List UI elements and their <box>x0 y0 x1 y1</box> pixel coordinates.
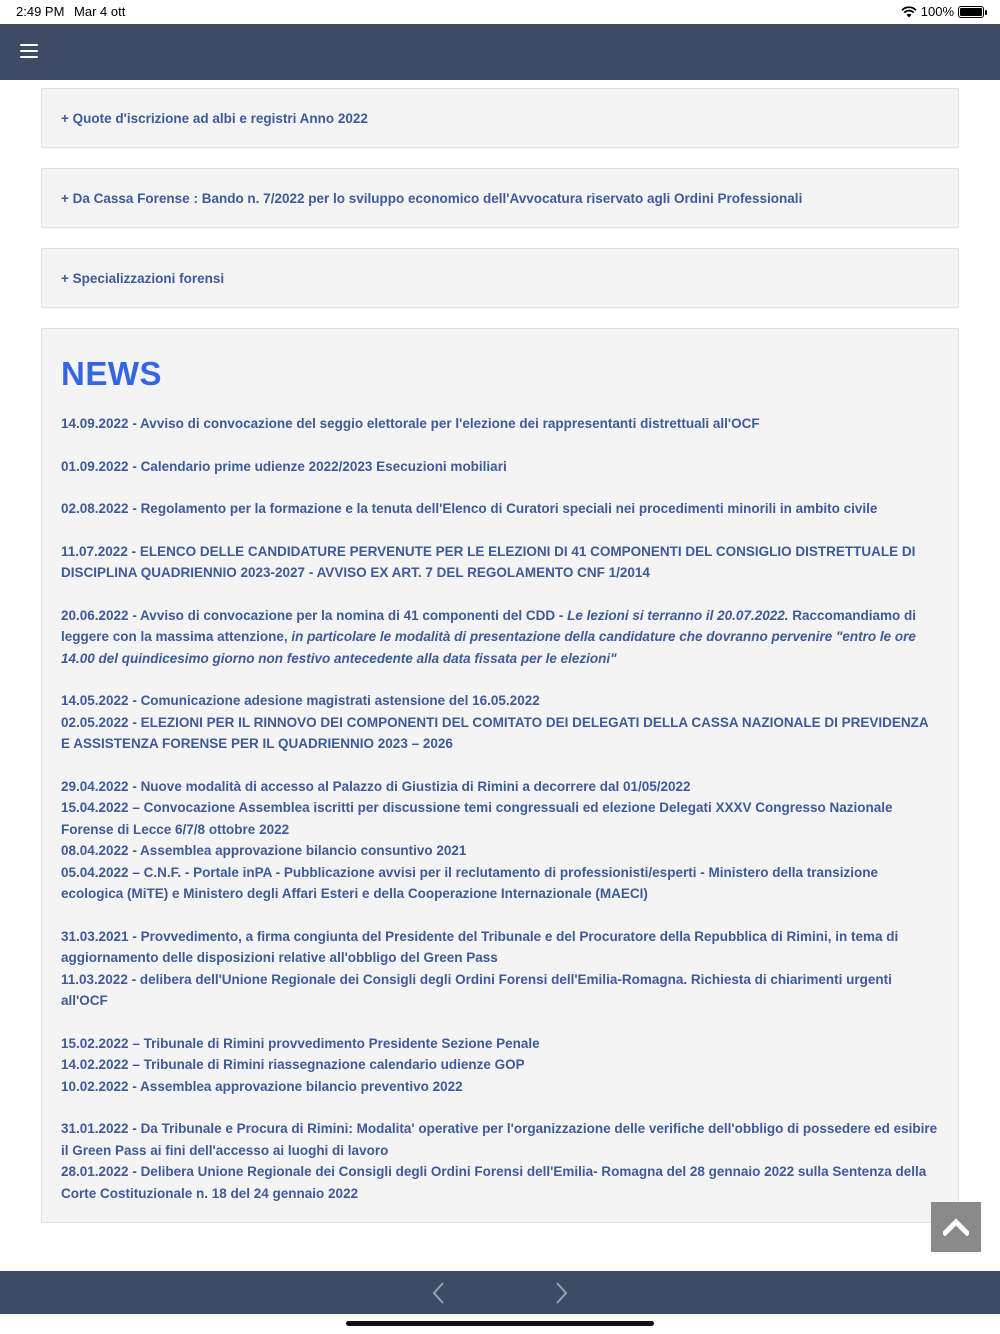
accordion-cassa-forense[interactable] <box>41 168 959 228</box>
news-group <box>61 926 939 1012</box>
news-group <box>61 413 939 435</box>
status-time: 2:49 PM <box>16 4 65 19</box>
news-text: 20.06.2022 - Avviso di convocazione per la nomina di 41 componenti del CDD - <box>61 607 568 623</box>
accordion-label[interactable]: + Quote d'iscrizione ad albi e registri Anno 2022 <box>61 110 368 126</box>
back-to-top-button[interactable] <box>931 1202 981 1252</box>
news-link[interactable]: 14.05.2022 - Comunicazione adesione magistrati astensione del 16.05.2022 <box>61 693 540 708</box>
news-link[interactable]: 15.02.2022 – Tribunale di Rimini provvedimento Presidente Sezione Penale <box>61 1035 540 1051</box>
news-group <box>61 541 939 584</box>
news-link[interactable]: 15.04.2022 – Convocazione Assemblea iscritti per discussione temi congressuali ed elezione Delegati XXXV Congresso Nazionale Forense di Lecce 6/7/8 ottobre 2022 <box>61 800 893 837</box>
news-heading: NEWS <box>61 355 162 392</box>
news-link[interactable]: 05.04.2022 – C.N.F. - Portale inPA - Pubblicazione avvisi per il reclutamento di professionisti/esperti - Ministero della transizione ecologica (MiTE) e Ministero degli Affari Esteri e della Cooperazione Internazionale (MAECI) <box>61 864 878 901</box>
news-link[interactable]: 01.09.2022 - Calendario prime udienze 2022/2023 Esecuzioni mobiliari <box>61 458 507 474</box>
news-text-italic: Le lezioni si terranno il 20.07.2022. <box>567 607 789 623</box>
news-group <box>61 690 939 755</box>
chevron-up-icon <box>943 1218 969 1236</box>
news-link[interactable]: 08.04.2022 - Assemblea approvazione bilancio consuntivo 2021 <box>61 843 467 858</box>
status-bar <box>0 0 1000 24</box>
news-group <box>61 1118 939 1204</box>
news-link[interactable]: 28.01.2022 - Delibera Unione Regionale dei Consigli degli Ordini Forensi dell'Emilia- Romagna del 28 gennaio 2022 sulla Sentenza della Corte Costituzionale n. 18 del 24 gennaio 2022 <box>61 1164 927 1201</box>
home-indicator-area <box>0 1314 1000 1334</box>
status-right <box>901 4 984 19</box>
news-link[interactable]: 11.07.2022 - ELENCO DELLE CANDIDATURE PERVENUTE PER LE ELEZIONI DI 41 COMPONENTI DEL CONSIGLIO DISTRETTUALE DI DISCIPLINA QUADRIENNIO 2023-2027 - AVVISO EX ART. 7 DEL REGOLAMENTO CNF 1/2014 <box>61 543 916 580</box>
news-group <box>61 605 939 670</box>
news-link[interactable]: 14.02.2022 – Tribunale di Rimini riassegnazione calendario udienze GOP <box>61 1057 525 1072</box>
news-link[interactable]: 02.08.2022 - Regolamento per la formazione e la tenuta dell'Elenco di Curatori speciali nei procedimenti minorili in ambito civile <box>61 501 878 516</box>
chevron-left-icon[interactable] <box>427 1280 451 1306</box>
news-group <box>61 456 939 478</box>
battery-percent: 100% <box>920 4 954 19</box>
news-link[interactable]: 11.03.2022 - delibera dell'Unione Regionale dei Consigli degli Ordini Forensi dell'Emilia-Romagna. Richiesta di chiarimenti urgenti all'OCF <box>61 971 892 1008</box>
hamburger-menu-icon[interactable] <box>20 44 38 58</box>
accordion-label[interactable]: + Specializzazioni forensi <box>61 270 225 286</box>
status-left <box>16 4 131 19</box>
accordion-specializzazioni[interactable] <box>41 248 959 308</box>
news-group <box>61 776 939 905</box>
wifi-icon <box>901 6 917 18</box>
news-group <box>61 498 939 520</box>
browser-bottom-bar <box>0 1271 1000 1314</box>
news-text: Raccomandiamo di leggere con la massima attenzione, <box>61 607 917 644</box>
news-link[interactable]: 14.09.2022 - Avviso di convocazione del seggio elettorale per l'elezione dei rappresentanti distrettuali all'OCF <box>61 416 760 431</box>
news-link[interactable]: 29.04.2022 - Nuove modalità di accesso al Palazzo di Giustizia di Rimini a decorrere dal 01/05/2022 <box>61 778 691 794</box>
top-navigation-bar <box>0 24 1000 80</box>
news-text-italic: in particolare le modalità di presentazione della candidature che dovranno pervenire "entro le ore 14.00 del quindicesimo giorno non festivo antecedente alla data fissata per le elezioni" <box>61 629 916 666</box>
news-link[interactable]: 10.02.2022 - Assemblea approvazione bilancio preventivo 2022 <box>61 1078 463 1094</box>
status-date: Mar 4 ott <box>74 4 126 19</box>
news-group <box>61 1033 939 1098</box>
news-link-cdd[interactable] <box>61 605 939 670</box>
accordion-label[interactable]: + Da Cassa Forense : Bando n. 7/2022 per lo sviluppo economico dell'Avvocatura riservato agli Ordini Professionali <box>61 190 803 206</box>
news-link[interactable]: 31.03.2021 - Provvedimento, a firma congiunta del Presidente del Tribunale e del Procuratore della Repubblica di Rimini, in tema di aggiornamento delle disposizioni relative all'obbligo del Green Pass <box>61 928 899 965</box>
news-link[interactable]: 02.05.2022 - ELEZIONI PER IL RINNOVO DEI COMPONENTI DEL COMITATO DEI DELEGATI DELLA CASSA NAZIONALE DI PREVIDENZA E ASSISTENZA FORENSE PER IL QUADRIENNIO 2023 – 2026 <box>61 714 929 751</box>
home-indicator[interactable] <box>346 1321 654 1326</box>
accordion-quote-iscrizione[interactable] <box>41 88 959 148</box>
news-panel <box>41 328 959 1223</box>
main-content <box>41 88 959 1223</box>
battery-icon <box>958 6 984 18</box>
news-link[interactable]: 31.01.2022 - Da Tribunale e Procura di Rimini: Modalita' operative per l'organizzazione delle verifiche dell'obbligo di possedere ed esibire il Green Pass ai fini dell'accesso ai luoghi di lavoro <box>61 1121 938 1158</box>
chevron-right-icon[interactable] <box>549 1280 573 1306</box>
